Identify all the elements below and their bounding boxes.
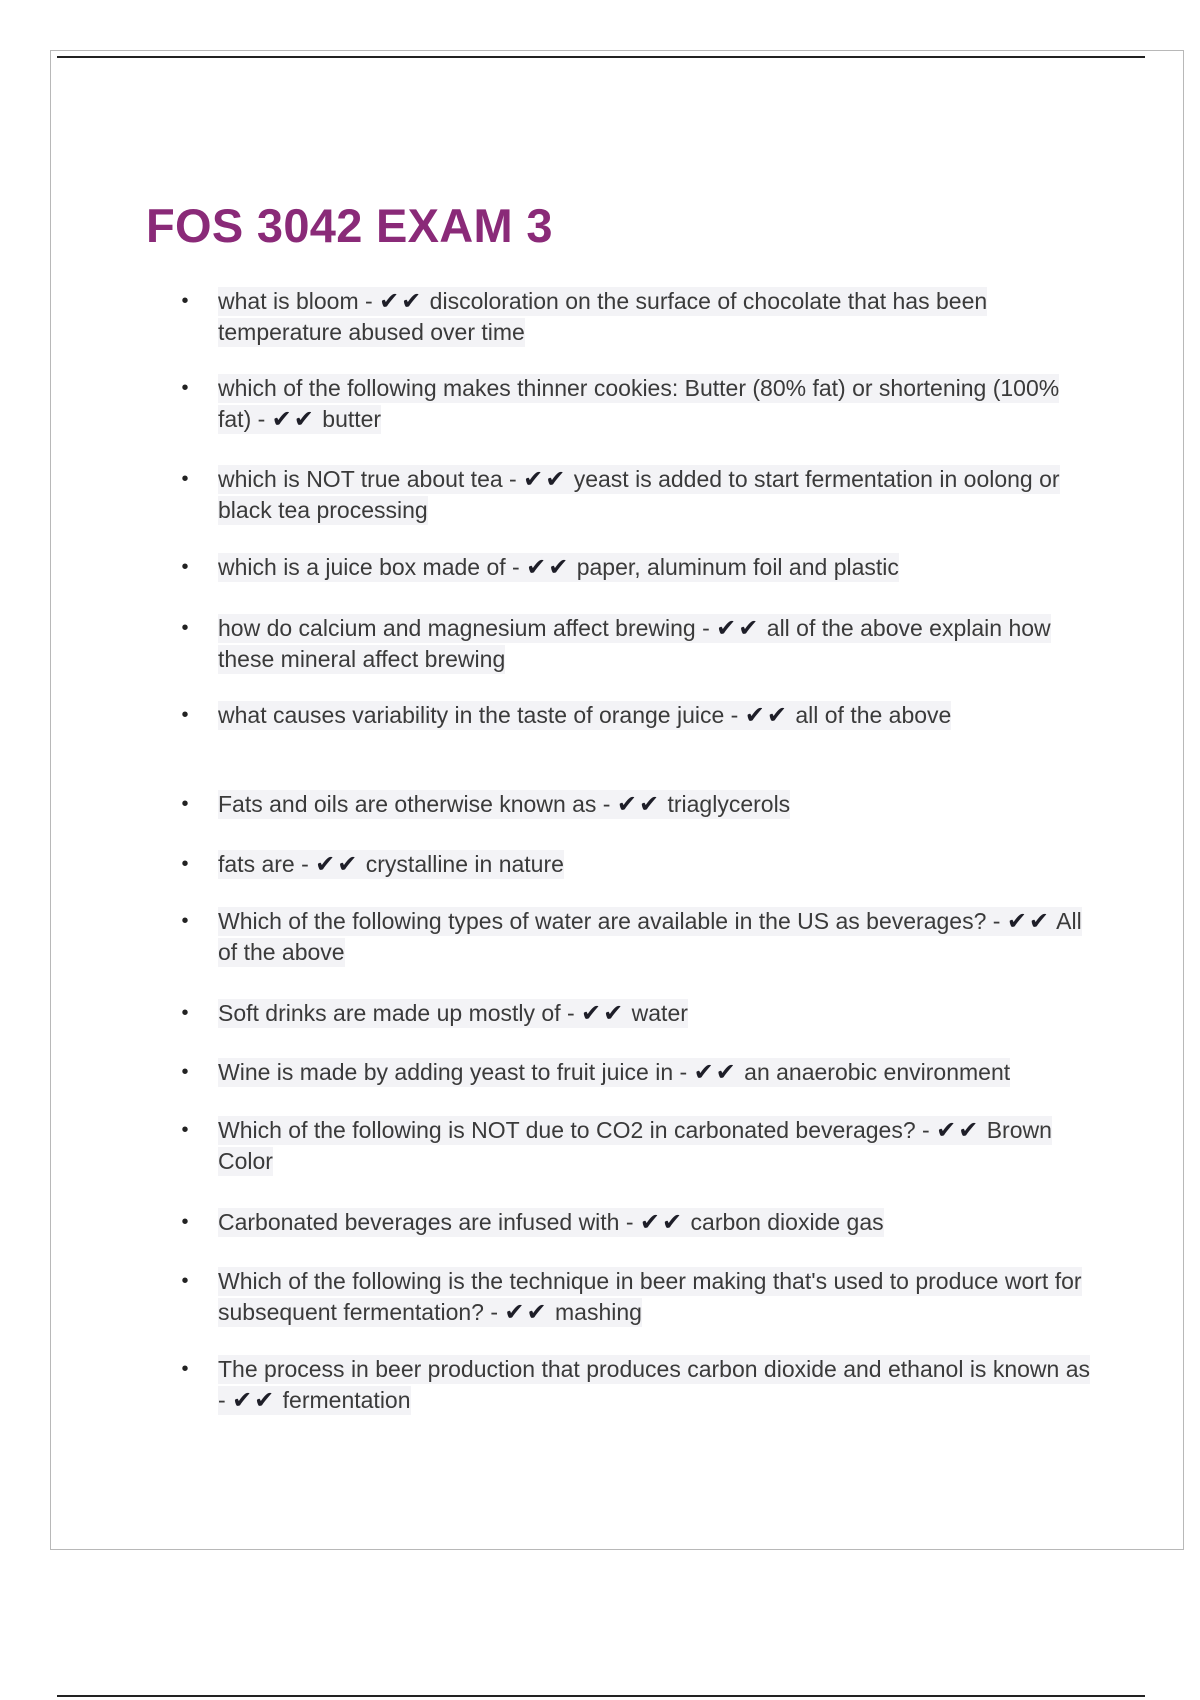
answer-text: mashing [555, 1299, 642, 1325]
bullet-icon: • [181, 468, 189, 490]
bullet-icon: • [181, 704, 189, 726]
double-check-icon: ✔✔ [716, 614, 761, 642]
question-text: how do calcium and magnesium affect brewing - [218, 615, 717, 641]
double-check-icon: ✔✔ [693, 1058, 738, 1086]
question-text: which is a juice box made of - [218, 554, 527, 580]
answer-text: All of the above [218, 908, 1082, 965]
bullet-icon: • [181, 1002, 189, 1024]
bullet-icon: • [181, 1211, 189, 1233]
question-text: which of the following makes thinner cookies: Butter (80% fat) or shortening (100% fat) - [218, 375, 1060, 432]
question-text: what causes variability in the taste of orange juice - [218, 702, 745, 728]
answer-text: triaglycerols [667, 791, 791, 817]
double-check-icon: ✔✔ [581, 999, 626, 1027]
bullet-icon: • [181, 853, 189, 875]
question-text: Which of the following is NOT due to CO2 in carbonated beverages? - [218, 1117, 937, 1143]
bullet-icon: • [181, 617, 189, 639]
bullet-icon: • [181, 290, 189, 312]
answer-text: paper, aluminum foil and plastic [576, 554, 899, 580]
double-check-icon: ✔✔ [616, 790, 662, 818]
document-title: FOS 3042 EXAM 3 [146, 199, 553, 252]
double-check-icon: ✔✔ [504, 1298, 549, 1326]
answer-text: water [631, 1000, 688, 1026]
question-text: Wine is made by adding yeast to fruit juice in - [218, 1059, 694, 1085]
double-check-icon: ✔✔ [271, 405, 316, 433]
double-check-icon: ✔✔ [315, 850, 360, 878]
answer-text: fermentation [282, 1387, 411, 1413]
question-text: Soft drinks are made up mostly of - [218, 1000, 582, 1026]
answer-text: Brown Color [218, 1117, 1052, 1174]
question-text: which is NOT true about tea - [218, 466, 524, 492]
double-check-icon: ✔✔ [526, 553, 571, 581]
answer-text: yeast is added to start fermentation in oolong or black tea processing [218, 466, 1060, 523]
question-text: Fats and oils are otherwise known as - [218, 791, 617, 817]
double-check-icon: ✔✔ [936, 1116, 981, 1144]
double-check-icon: ✔✔ [232, 1386, 277, 1414]
bullet-icon: • [181, 1061, 189, 1083]
answer-text: carbon dioxide gas [690, 1209, 884, 1235]
question-text: Carbonated beverages are infused with - [218, 1209, 640, 1235]
answer-text: butter [322, 406, 382, 432]
answer-text: crystalline in nature [365, 851, 564, 877]
bullet-icon: • [181, 1270, 189, 1292]
question-text: Which of the following is the technique in beer making that's used to produce wort for subsequent fermentation? - [218, 1268, 1082, 1325]
bullet-icon: • [181, 910, 189, 932]
double-check-icon: ✔✔ [1006, 907, 1052, 935]
bottom-rule [57, 1695, 1145, 1697]
question-text: fats are - [218, 851, 316, 877]
answer-text: all of the above explain how these mineral affect brewing [218, 615, 1051, 672]
bullet-icon: • [181, 556, 189, 578]
double-check-icon: ✔✔ [523, 465, 568, 493]
answer-text: discoloration on the surface of chocolate that has been temperature abused over time [218, 288, 988, 345]
question-text: Which of the following types of water are available in the US as beverages? - [218, 908, 1007, 934]
answer-text: an anaerobic environment [744, 1059, 1011, 1085]
question-text: The process in beer production that produces carbon dioxide and ethanol is known as - [218, 1356, 1090, 1413]
bullet-icon: • [181, 377, 189, 399]
double-check-icon: ✔✔ [379, 287, 424, 315]
double-check-icon: ✔✔ [744, 701, 789, 729]
question-text: what is bloom - [218, 288, 380, 314]
bullet-icon: • [181, 793, 189, 815]
bullet-icon: • [181, 1358, 189, 1380]
answer-text: all of the above [795, 702, 952, 728]
bullet-icon: • [181, 1119, 189, 1141]
double-check-icon: ✔✔ [639, 1208, 685, 1236]
